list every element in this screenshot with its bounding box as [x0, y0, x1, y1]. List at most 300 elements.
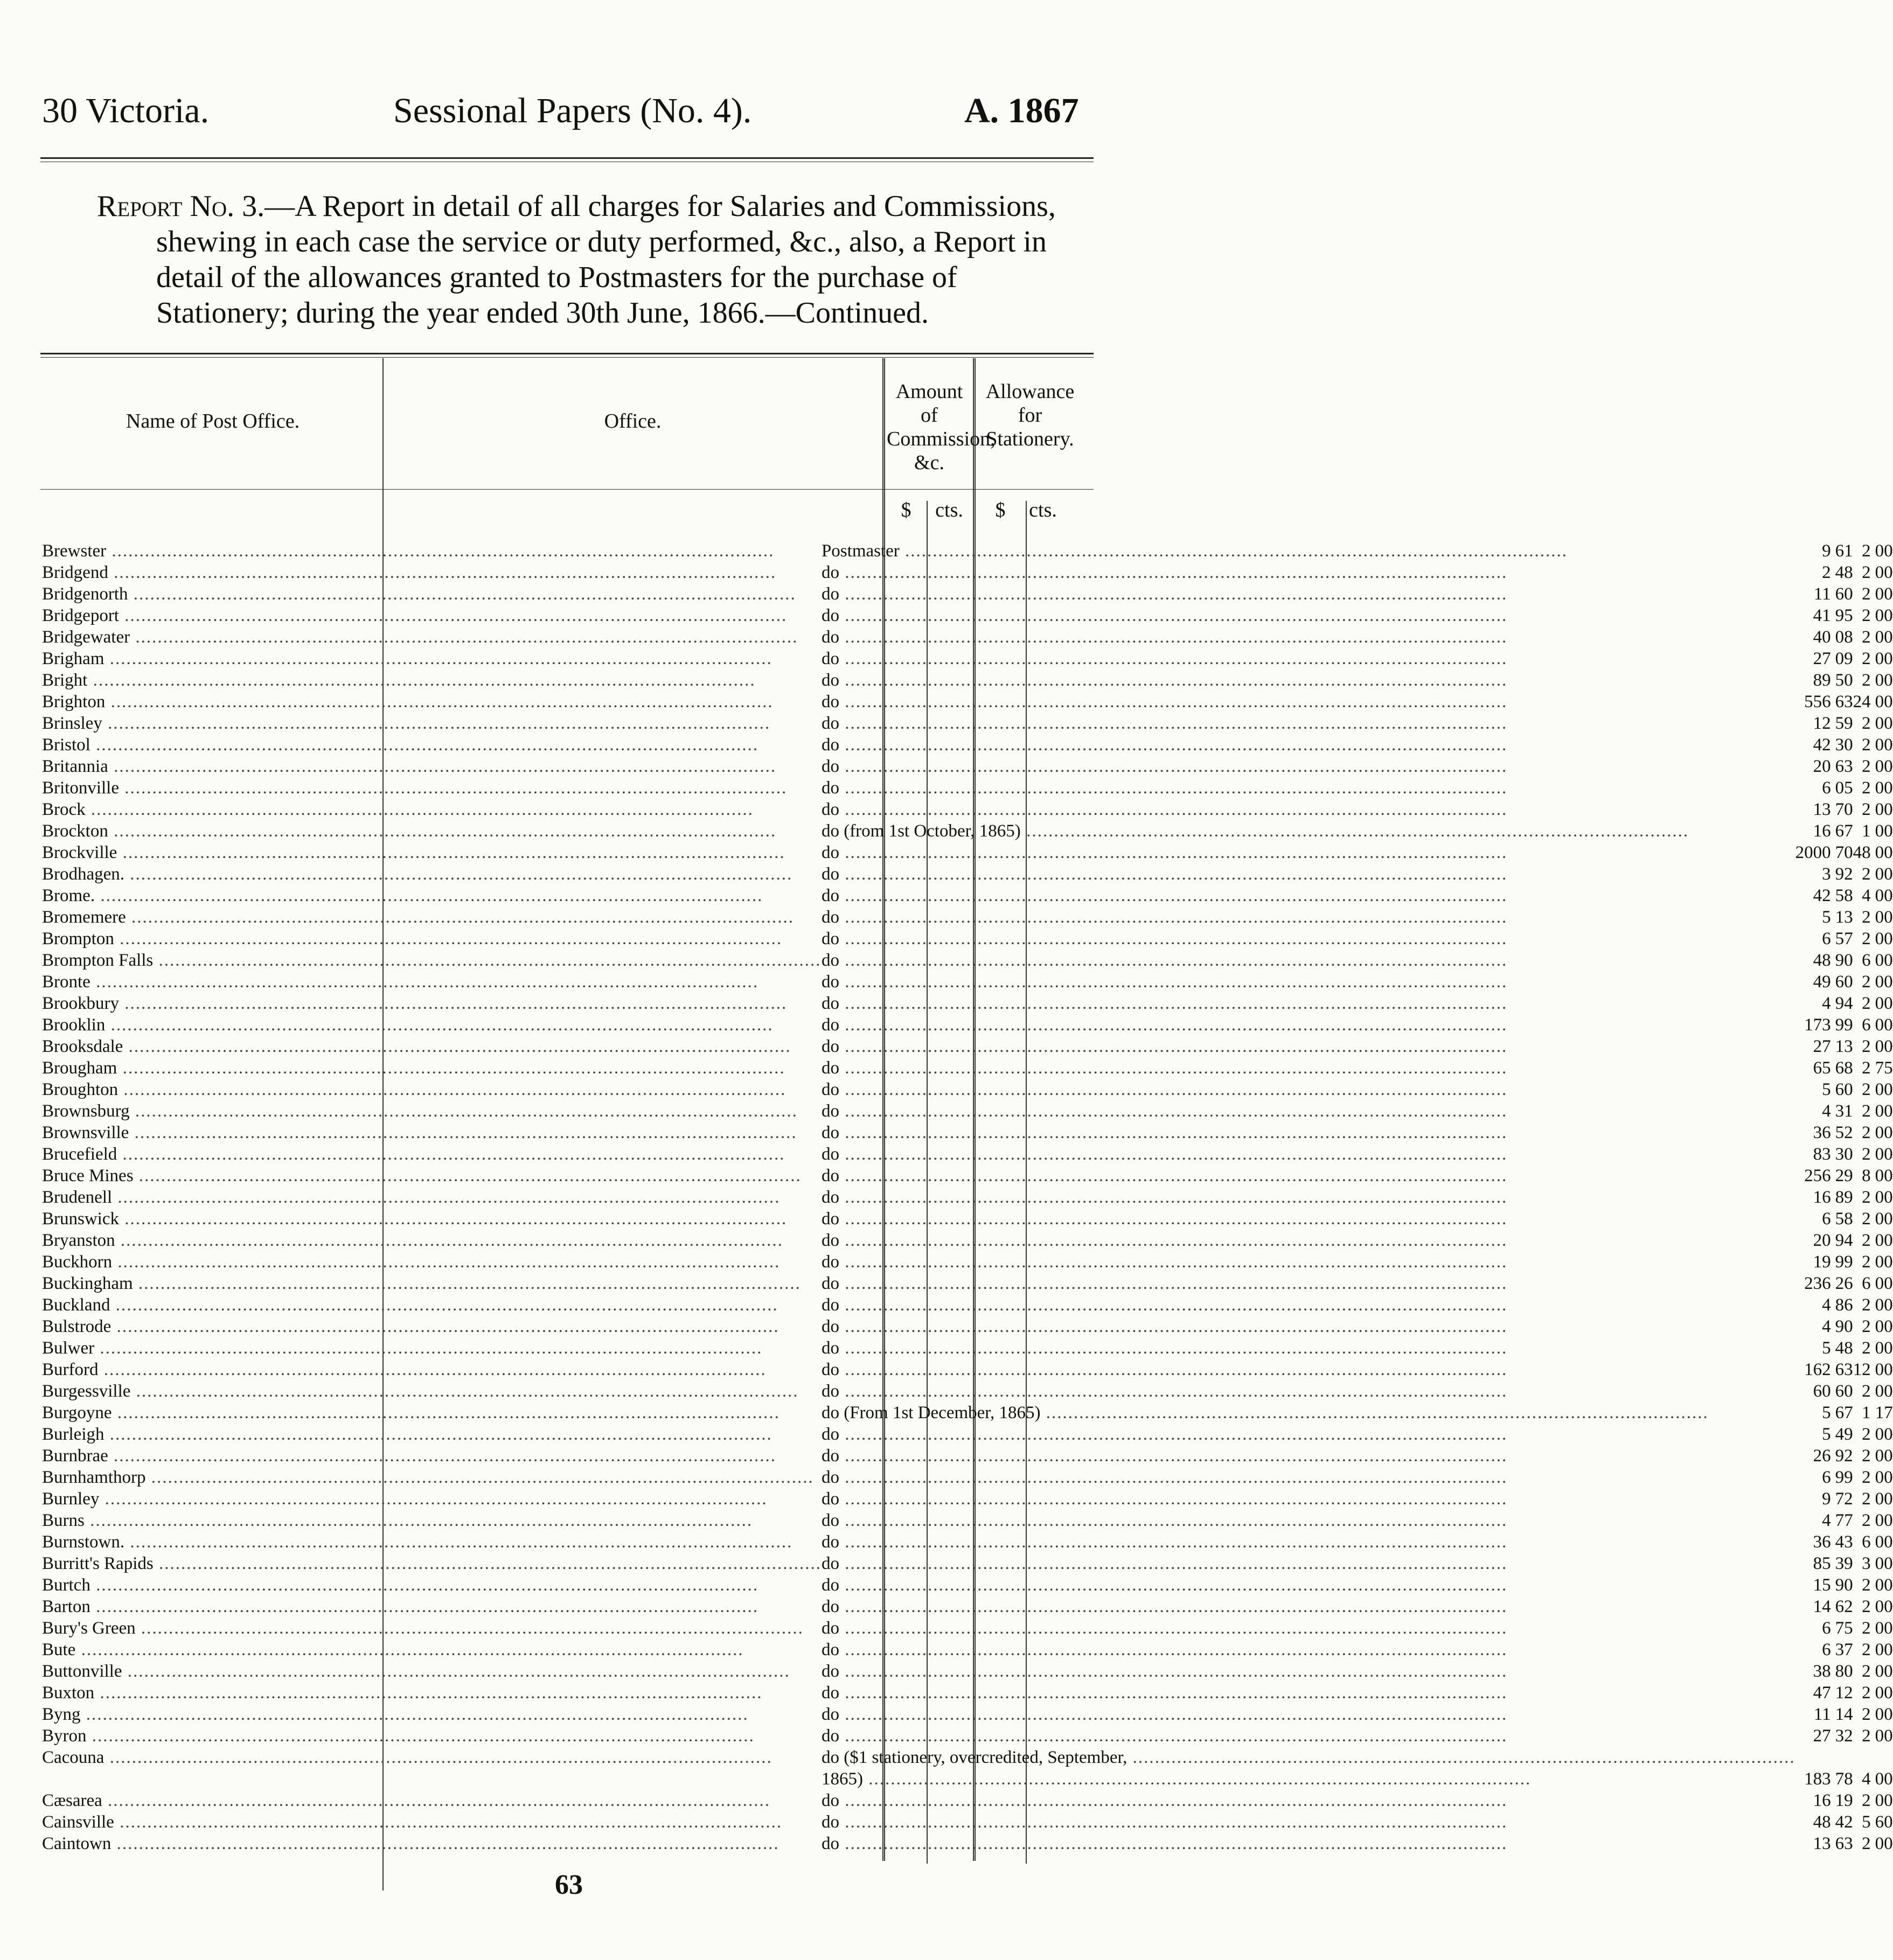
commission-dollars: 41 [1813, 606, 1831, 625]
dot-leader: ........................................................................................................................ [94, 1338, 763, 1358]
office-cell: do [821, 1338, 839, 1358]
commission-dollars: 556 [1804, 692, 1831, 712]
post-office-name: Burritt's Rapids [42, 1554, 154, 1573]
stationery-dollars: 2 [1862, 757, 1871, 776]
dot-leader: ........................................................................................................................ [839, 1015, 1508, 1035]
stationery-cents: 00 [1875, 994, 1893, 1013]
commission-dollars: 5 [1822, 908, 1831, 927]
dot-leader: ........................................................................................................................ [111, 1834, 780, 1853]
commission-dollars: 20 [1813, 757, 1831, 776]
table-row [42, 1229, 1893, 1251]
commission-cents: 26 [1835, 1274, 1853, 1293]
stationery-cents: 00 [1875, 714, 1893, 733]
dot-leader: ........................................................................................................................ [839, 1489, 1508, 1509]
post-office-name: Burnbrae [42, 1446, 108, 1466]
post-office-name: Burnhamthorp [42, 1468, 146, 1487]
post-office-name: Broughton [42, 1080, 119, 1099]
post-office-name: Britonville [42, 778, 119, 798]
table-row [42, 1401, 1893, 1423]
office-cell: do [821, 1812, 839, 1832]
office-cell: Postmaster [821, 541, 900, 561]
table-row [42, 1617, 1893, 1638]
stationery-dollars: 1 [1862, 821, 1871, 841]
dot-leader: ........................................................................................................................ [1040, 1403, 1709, 1422]
table-row [42, 992, 1893, 1014]
stationery-dollars: 2 [1862, 1101, 1871, 1121]
dot-leader: ........................................................................................................................ [839, 929, 1508, 948]
commission-cents: 99 [1835, 1468, 1853, 1487]
table-row [42, 1638, 1893, 1660]
commission-cents: 89 [1835, 1188, 1853, 1207]
office-cell: do [821, 1015, 839, 1035]
dot-leader: ........................................................................................................................ [90, 735, 759, 755]
post-office-name: Barton [42, 1597, 91, 1616]
col-head-stationery: Allowance for Stationery. [985, 380, 1075, 450]
table-row [42, 1682, 1893, 1703]
commission-dollars: 173 [1804, 1015, 1831, 1035]
stationery-cents: 75 [1875, 1058, 1893, 1078]
commission-dollars: 2 [1822, 563, 1831, 582]
dot-leader: ........................................................................................................................ [839, 778, 1508, 798]
dot-leader: ........................................................................................................................ [839, 1338, 1508, 1358]
office-cell: do [821, 714, 839, 733]
stationery-dollars: 2 [1862, 541, 1871, 561]
dot-leader: ........................................................................................................................ [839, 1166, 1508, 1185]
table-row [42, 906, 1893, 927]
stationery-dollars: 2 [1862, 1726, 1871, 1746]
office-cell: do [821, 1489, 839, 1509]
table-row [42, 1725, 1893, 1746]
stationery-cents: 00 [1875, 972, 1893, 992]
post-office-name: Burns [42, 1511, 85, 1530]
stationery-cents: 00 [1875, 1554, 1893, 1573]
commission-dollars: 27 [1813, 1726, 1831, 1746]
table-row [42, 884, 1893, 906]
dot-leader: ........................................................................................................................ [145, 1468, 814, 1487]
commission-dollars: 6 [1822, 1640, 1831, 1659]
post-office-name: Brownsville [42, 1123, 129, 1142]
stationery-cents: 00 [1875, 1338, 1893, 1358]
stationery-dollars: 4 [1862, 1769, 1871, 1789]
stationery-dollars: 2 [1862, 1619, 1871, 1638]
dot-leader: ........................................................................................................................ [839, 1209, 1508, 1229]
post-office-name: Brigham [42, 649, 105, 668]
dot-leader: ........................................................................................................................ [98, 1360, 767, 1379]
post-office-name: Cæsarea [42, 1791, 102, 1810]
office-cell: do (from 1st October, 1865) [821, 821, 1021, 841]
commission-cents: 14 [1835, 1705, 1853, 1724]
commission-cents: 59 [1835, 714, 1853, 733]
commission-dollars: 27 [1813, 649, 1831, 668]
table-row [42, 1057, 1893, 1078]
office-cell: do [821, 1683, 839, 1703]
table-row [42, 863, 1893, 884]
commission-dollars: 38 [1813, 1662, 1831, 1681]
office-cell: do [821, 972, 839, 992]
office-cell: do [821, 1425, 839, 1444]
commission-dollars: 42 [1813, 886, 1831, 905]
stationery-dollars: 2 [1862, 714, 1871, 733]
table-row [42, 1337, 1893, 1358]
commission-cents: 94 [1835, 994, 1853, 1013]
office-cell: do [821, 843, 839, 862]
dot-leader: ........................................................................................................................ [112, 1403, 780, 1422]
post-office-name: Cainsville [42, 1812, 114, 1832]
dot-leader: ........................................................................................................................ [106, 541, 775, 561]
post-office-name: Byng [42, 1705, 81, 1724]
post-office-name: Brighton [42, 692, 106, 712]
table-row [42, 949, 1893, 971]
post-office-name: Brookbury [42, 994, 119, 1013]
dot-leader: ........................................................................................................................ [839, 1705, 1508, 1724]
stationery-dollars: 2 [1862, 735, 1871, 755]
commission-cents: 90 [1835, 951, 1853, 970]
commission-dollars: 20 [1813, 1231, 1831, 1250]
table-row [42, 604, 1893, 626]
post-office-name: Bulwer [42, 1338, 95, 1358]
stationery-dollars: 2 [1862, 929, 1871, 948]
commission-cents: 48 [1835, 1338, 1853, 1358]
dot-leader: ........................................................................................................................ [108, 1446, 777, 1466]
dot-leader: ........................................................................................................................ [839, 714, 1508, 733]
stationery-dollars: 2 [1862, 649, 1871, 668]
post-office-name: Buckland [42, 1295, 110, 1315]
office-cell: do [821, 1640, 839, 1659]
commission-cents: 63 [1835, 1834, 1853, 1853]
dot-leader: ........................................................................................................................ [129, 1101, 798, 1121]
header-bottom-rule [40, 489, 1094, 490]
dot-leader: ........................................................................................................................ [104, 1425, 772, 1444]
dot-leader: ........................................................................................................................ [839, 1662, 1508, 1681]
dot-leader: ........................................................................................................................ [111, 1317, 780, 1336]
dot-leader: ........................................................................................................................ [122, 1662, 790, 1681]
dot-leader: ........................................................................................................................ [839, 1188, 1508, 1207]
stationery-cents: 00 [1875, 1769, 1893, 1789]
commission-cents: 95 [1835, 606, 1853, 625]
stationery-cents: 00 [1875, 735, 1893, 755]
dot-leader: ........................................................................................................................ [839, 1640, 1508, 1659]
post-office-name: Brock [42, 800, 86, 819]
commission-dollars: 40 [1813, 627, 1831, 647]
stationery-dollars: 2 [1862, 1058, 1871, 1078]
dot-leader: ........................................................................................................................ [839, 1425, 1508, 1444]
table-row [42, 690, 1893, 712]
stationery-cents: 00 [1875, 1489, 1893, 1509]
dot-leader: ........................................................................................................................ [839, 800, 1508, 819]
dot-leader: ........................................................................................................................ [839, 1834, 1508, 1853]
stationery-dollars: 2 [1862, 994, 1871, 1013]
dot-leader: ........................................................................................................................ [839, 649, 1508, 668]
office-cell: do [821, 757, 839, 776]
stationery-cents: 00 [1875, 649, 1893, 668]
commission-cents: 42 [1835, 1812, 1853, 1832]
dot-leader: ........................................................................................................................ [108, 757, 777, 776]
dot-leader: ........................................................................................................................ [135, 1619, 804, 1638]
stationery-dollars: 6 [1862, 951, 1871, 970]
post-office-name: Burnley [42, 1489, 100, 1509]
commission-dollars: 13 [1813, 800, 1831, 819]
post-office-name: Brinsley [42, 714, 102, 733]
stationery-cents: 00 [1875, 843, 1893, 862]
stationery-dollars: 2 [1862, 1425, 1871, 1444]
table-row [42, 1768, 1893, 1789]
table-row [42, 1035, 1893, 1057]
commission-cents: 09 [1835, 649, 1853, 668]
commission-cents: 57 [1835, 929, 1853, 948]
commission-cents: 72 [1835, 1489, 1853, 1509]
post-office-name: Brucefield [42, 1145, 117, 1164]
stationery-cents: 00 [1875, 1705, 1893, 1724]
office-cell: do [821, 1123, 839, 1142]
stationery-cents: 00 [1875, 1619, 1893, 1638]
post-office-name: Brownsburg [42, 1101, 130, 1121]
commission-cents: 43 [1835, 1532, 1853, 1552]
dot-leader: ........................................................................................................................ [105, 1015, 774, 1035]
dot-leader: ........................................................................................................................ [839, 563, 1508, 582]
stationery-cents: 00 [1875, 1662, 1893, 1681]
commission-cents: 50 [1835, 671, 1853, 690]
dot-leader: ........................................................................................................................ [133, 1166, 802, 1185]
stationery-cents: 00 [1875, 1683, 1893, 1703]
dollar-label-stationery: $ [995, 499, 1006, 521]
office-cell: do [821, 649, 839, 668]
commission-cents: 05 [1835, 778, 1853, 798]
commission-dollars: 13 [1813, 1834, 1831, 1853]
office-cell: do [821, 1037, 839, 1056]
dot-leader: ........................................................................................................................ [90, 1597, 759, 1616]
stationery-cents: 00 [1875, 1360, 1893, 1379]
post-office-name: Byron [42, 1726, 87, 1746]
table-row [42, 626, 1893, 647]
post-office-name: Burnstown. [42, 1532, 125, 1552]
office-cell: do [821, 1231, 839, 1250]
office-cell: do [821, 778, 839, 798]
post-office-name: Britannia [42, 757, 108, 776]
table-row [42, 1595, 1893, 1617]
office-cell: do [821, 864, 839, 884]
dot-leader: ........................................................................................................................ [839, 994, 1508, 1013]
table-row [42, 734, 1893, 755]
stationery-dollars: 2 [1862, 1209, 1871, 1229]
dot-leader: ........................................................................................................................ [839, 951, 1508, 970]
header-left: 30 Victoria. [42, 91, 210, 130]
dot-leader: ........................................................................................................................ [153, 1554, 822, 1573]
dot-leader: ........................................................................................................................ [119, 778, 788, 798]
post-office-table [42, 540, 1893, 1854]
commission-cents: 08 [1835, 627, 1853, 647]
post-office-name: Bryanston [42, 1231, 115, 1250]
table-top-rule [40, 353, 1094, 354]
stationery-dollars: 2 [1862, 1080, 1871, 1099]
post-office-name: Buxton [42, 1683, 95, 1703]
stationery-dollars: 2 [1862, 1834, 1871, 1853]
post-office-name: Caintown [42, 1834, 112, 1853]
post-office-name: Bridgeport [42, 606, 119, 625]
header-right: A. 1867 [964, 91, 1079, 130]
dot-leader: ........................................................................................................................ [119, 1209, 788, 1229]
commission-cents: 63 [1835, 692, 1853, 712]
cents-label-stationery: cts. [1029, 499, 1057, 521]
stationery-dollars: 2 [1862, 1317, 1871, 1336]
stationery-cents: 00 [1875, 800, 1893, 819]
commission-dollars: 26 [1813, 1446, 1831, 1466]
commission-cents: 94 [1835, 1231, 1853, 1250]
commission-dollars: 4 [1822, 1511, 1831, 1530]
post-office-name: Brome. [42, 886, 95, 905]
dot-leader: ........................................................................................................................ [839, 1511, 1508, 1530]
stationery-cents: 00 [1875, 1252, 1893, 1272]
dot-leader: ........................................................................................................................ [80, 1705, 749, 1724]
commission-dollars: 49 [1813, 972, 1831, 992]
dot-leader: ........................................................................................................................ [119, 994, 788, 1013]
stationery-cents: 00 [1875, 606, 1893, 625]
table-row [42, 1315, 1893, 1337]
dot-leader: ........................................................................................................................ [839, 1274, 1508, 1293]
stationery-dollars: 12 [1853, 1360, 1871, 1379]
table-row [42, 1423, 1893, 1445]
commission-cents: 39 [1835, 1554, 1853, 1573]
stationery-dollars: 2 [1862, 1662, 1871, 1681]
dot-leader: ........................................................................................................................ [94, 1683, 763, 1703]
office-cell: do [821, 1511, 839, 1530]
office-cell: do [821, 627, 839, 647]
stationery-cents: 00 [1875, 1037, 1893, 1056]
stationery-cents: 00 [1875, 778, 1893, 798]
office-cell: do [821, 1252, 839, 1272]
stationery-dollars: 2 [1862, 584, 1871, 604]
commission-cents: 29 [1835, 1166, 1853, 1185]
commission-dollars: 4 [1822, 994, 1831, 1013]
commission-cents: 19 [1835, 1791, 1853, 1810]
dot-leader: ........................................................................................................................ [84, 1511, 753, 1530]
stationery-cents: 00 [1875, 541, 1893, 561]
post-office-name: Bruce Mines [42, 1166, 134, 1185]
table-row [42, 1574, 1893, 1595]
table-row [42, 1143, 1893, 1164]
dot-leader: ........................................................................................................................ [839, 1683, 1508, 1703]
dot-leader: ........................................................................................................................ [1020, 821, 1689, 841]
office-cell: do [821, 1360, 839, 1379]
office-cell: do [821, 800, 839, 819]
stationery-cents: 00 [1875, 584, 1893, 604]
office-cell: do [821, 908, 839, 927]
table-row [42, 798, 1893, 820]
commission-dollars: 15 [1813, 1575, 1831, 1595]
commission-cents: 60 [1835, 972, 1853, 992]
stationery-dollars: 1 [1862, 1403, 1871, 1422]
table-top-rule-2 [40, 357, 1094, 358]
page-number: 63 [555, 1870, 583, 1900]
commission-dollars: 5 [1822, 1338, 1831, 1358]
office-cell: do [821, 1209, 839, 1229]
commission-dollars: 5 [1822, 1403, 1831, 1422]
commission-cents: 62 [1835, 1597, 1853, 1616]
stationery-dollars: 2 [1862, 1145, 1871, 1164]
col-head-office: Office. [604, 410, 662, 433]
commission-cents: 37 [1835, 1640, 1853, 1659]
dot-leader: ........................................................................................................................ [117, 843, 785, 862]
commission-cents: 49 [1835, 1425, 1853, 1444]
commission-cents: 67 [1835, 821, 1853, 841]
stationery-cents: 00 [1875, 1834, 1893, 1853]
office-cell: do [821, 1274, 839, 1293]
stationery-cents: 00 [1875, 1597, 1893, 1616]
dot-leader: ........................................................................................................................ [839, 1058, 1508, 1078]
post-office-name: Bridgend [42, 563, 108, 582]
stationery-dollars: 5 [1862, 1812, 1871, 1832]
commission-dollars: 27 [1813, 1037, 1831, 1056]
table-row [42, 1208, 1893, 1229]
dot-leader: ........................................................................................................................ [87, 671, 756, 690]
office-cell: do [821, 1058, 839, 1078]
office-cell: 1865) [821, 1769, 863, 1789]
table-row [42, 712, 1893, 734]
dot-leader: ........................................................................................................................ [839, 1726, 1508, 1746]
commission-dollars: 6 [1822, 1209, 1831, 1229]
commission-cents: 68 [1835, 1058, 1853, 1078]
commission-dollars: 3 [1822, 864, 1831, 884]
office-cell: do [821, 1446, 839, 1466]
commission-cents: 67 [1835, 1403, 1853, 1422]
dot-leader: ........................................................................................................................ [123, 1037, 791, 1056]
office-cell: do [821, 1597, 839, 1616]
commission-cents: 31 [1835, 1101, 1853, 1121]
stationery-dollars: 2 [1862, 606, 1871, 625]
dot-leader: ........................................................................................................................ [839, 1231, 1508, 1250]
stationery-cents: 00 [1875, 1209, 1893, 1229]
dot-leader: ........................................................................................................................ [839, 1619, 1508, 1638]
commission-cents: 63 [1835, 1360, 1853, 1379]
stationery-cents: 00 [1875, 1640, 1893, 1659]
commission-dollars: 36 [1813, 1123, 1831, 1142]
office-cell: do [821, 1317, 839, 1336]
commission-cents: 52 [1835, 1123, 1853, 1142]
commission-cents: 86 [1835, 1295, 1853, 1315]
commission-cents: 61 [1835, 541, 1853, 561]
dot-leader: ........................................................................................................................ [839, 584, 1508, 604]
dot-leader: ........................................................................................................................ [99, 1489, 768, 1509]
dot-leader: ........................................................................................................................ [130, 1382, 799, 1401]
dot-leader: ........................................................................................................................ [117, 1145, 785, 1164]
office-cell: do [821, 1080, 839, 1099]
table-row [42, 1272, 1893, 1294]
stationery-dollars: 2 [1862, 1489, 1871, 1509]
dot-leader: ........................................................................................................................ [839, 1317, 1508, 1336]
commission-dollars: 60 [1813, 1382, 1831, 1401]
commission-dollars: 11 [1813, 584, 1831, 604]
dot-leader: ........................................................................................................................ [108, 821, 777, 841]
table-row [42, 1078, 1893, 1100]
commission-dollars: 4 [1822, 1101, 1831, 1121]
office-cell: do [821, 886, 839, 905]
commission-dollars: 9 [1822, 541, 1831, 561]
dot-leader: ........................................................................................................................ [118, 1080, 787, 1099]
commission-cents: 78 [1835, 1769, 1853, 1789]
dot-leader: ........................................................................................................................ [839, 1791, 1508, 1810]
post-office-name: Brudenell [42, 1188, 113, 1207]
table-row [42, 1531, 1893, 1552]
office-cell: do [821, 671, 839, 690]
stationery-dollars: 2 [1862, 1037, 1871, 1056]
stationery-dollars: 2 [1862, 1597, 1871, 1616]
stationery-cents: 00 [1875, 671, 1893, 690]
table-row [42, 1014, 1893, 1035]
commission-dollars: 236 [1804, 1274, 1831, 1293]
stationery-dollars: 2 [1862, 1446, 1871, 1466]
office-cell: do [821, 584, 839, 604]
office-cell: do [821, 563, 839, 582]
post-office-name: Bright [42, 671, 88, 690]
